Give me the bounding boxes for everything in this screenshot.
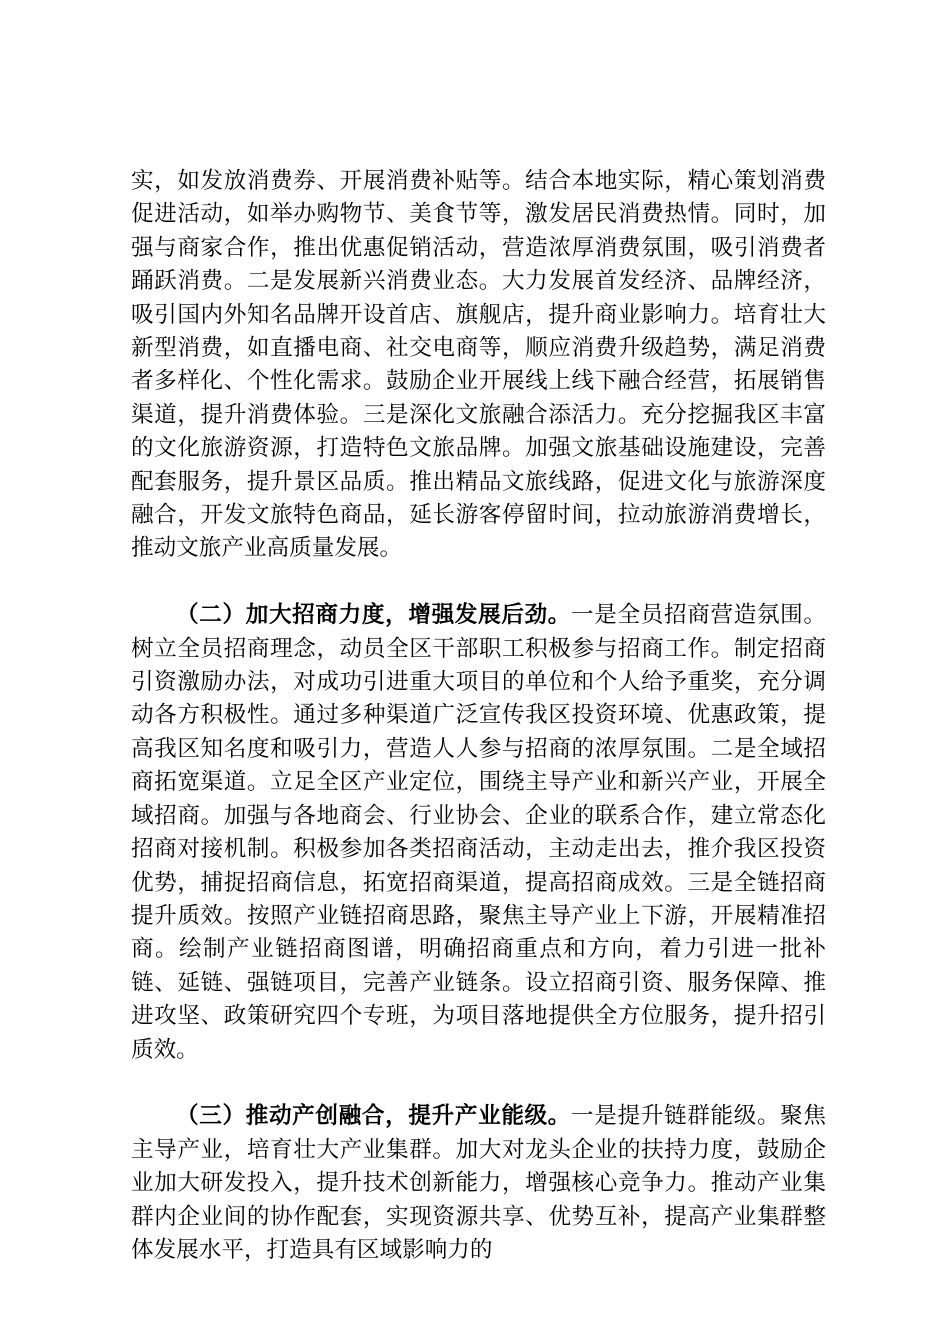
paragraph-text: 一是提升链群能级。聚焦主导产业，培育壮大产业集群。加大对龙头企业的扶持力度，鼓励企业加大研发投入，提升技术创新能力，增强核心竞争力。推动产业集群内企业间的协作配套，实现资源共享、优势互补，提高产业集群整体发展水平，打造具有区域影响力的 (131, 1103, 827, 1263)
paragraph-investment-attraction (131, 599, 826, 1067)
paragraph-consumption (131, 165, 826, 566)
paragraph-text: 一是全员招商营造氛围。树立全员招商理念，动员全区干部职工积极参与招商工作。制定招商引资激励办法，对成功引进重大项目的单位和个人给予重奖，充分调动各方积极性。通过多种渠道广泛宣传我区投资环境、优惠政策，提高我区知名度和吸引力，营造人人参与招商的浓厚氛围。二是全域招商拓宽渠道。立足全区产业定位，围绕主导产业和新兴产业，开展全域招商。加强与各地商会、行业协会、企业的联系合作，建立常态化招商对接机制。积极参加各类招商活动，主动走出去，推介我区投资优势，捕捉招商信息，拓宽招商渠道，提高招商成效。三是全链招商提升质效。按照产业链招商思路，聚焦主导产业上下游，开展精准招商。绘制产业链招商图谱，明确招商重点和方向，着力引进一批补链、延链、强链项目，完善产业链条。设立招商引资、服务保障、推进攻坚、政策研究四个专班，为项目落地提供全方位服务，提升招引质效。 (131, 602, 827, 1063)
paragraph-text: 实，如发放消费券、开展消费补贴等。结合本地实际，精心策划消费促进活动，如举办购物节、美食节等，激发居民消费热情。同时，加强与商家合作，推出优惠促销活动，营造浓厚消费氛围，吸引消费者踊跃消费。二是发展新兴消费业态。大力发展首发经济、品牌经济，吸引国内外知名品牌开设首店、旗舰店，提升商业影响力。培育壮大新型消费，如直播电商、社交电商等，顺应消费升级趋势，满足消费者多样化、个性化需求。鼓励企业开展线上线下融合经营，拓展销售渠道，提升消费体验。三是深化文旅融合添活力。充分挖掘我区丰富的文化旅游资源，打造特色文旅品牌。加强文旅基础设施建设，完善配套服务，提升景区品质。推出精品文旅线路，促进文化与旅游深度融合，开发文旅特色商品，延长游客停留时间，拉动旅游消费增长，推动文旅产业高质量发展。 (131, 168, 826, 562)
paragraph-heading: （三）推动产创融合，提升产业能级。 (176, 1103, 572, 1130)
document-body (131, 165, 826, 1267)
paragraph-industry-innovation (131, 1100, 826, 1267)
paragraph-heading: （二）加大招商力度，增强发展后劲。 (176, 602, 572, 629)
